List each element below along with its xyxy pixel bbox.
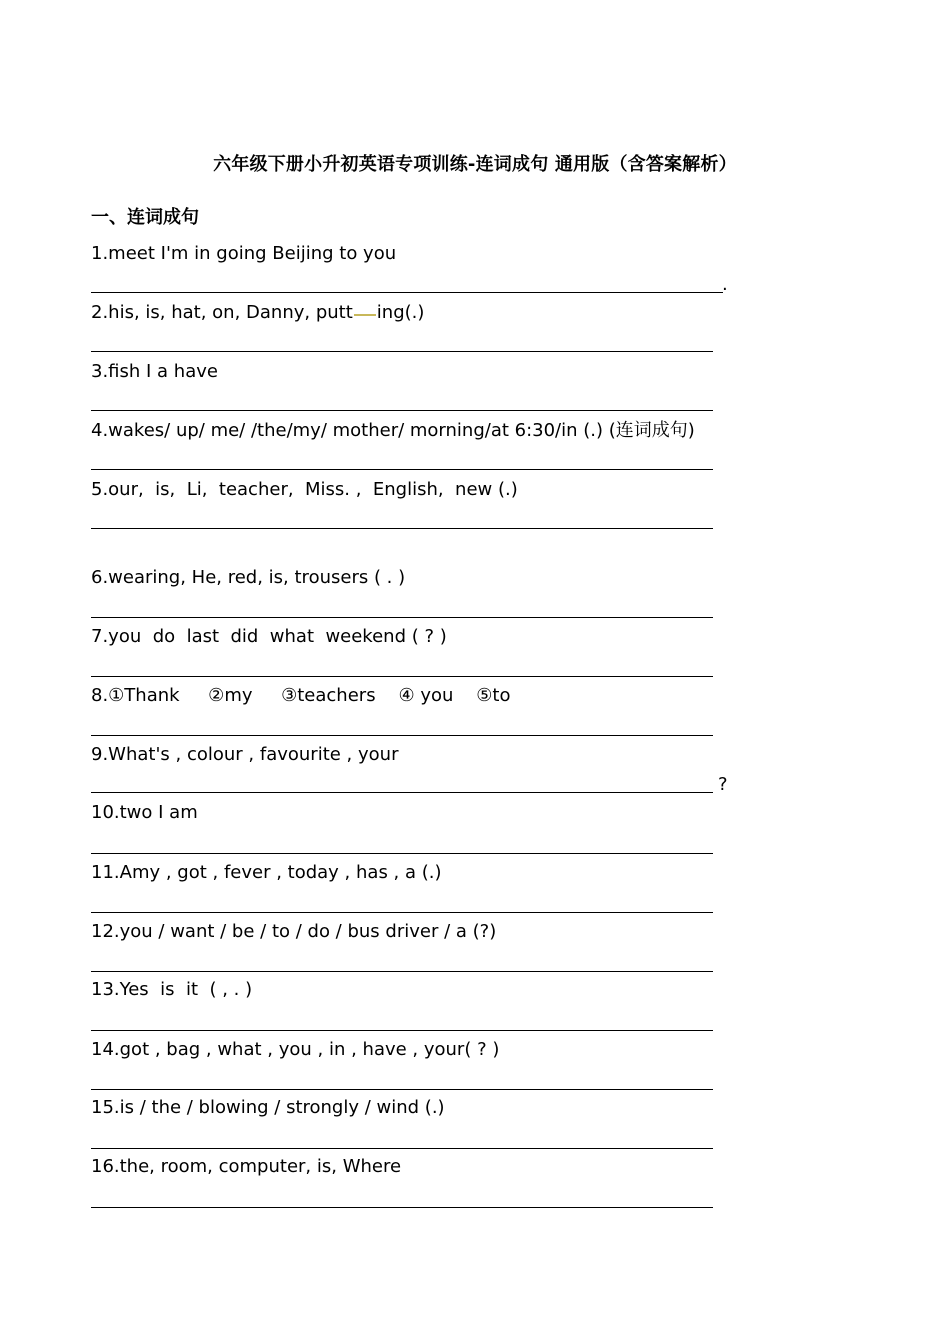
question-9: 9.What's , colour , favourite , your <box>91 744 399 765</box>
question-8: 8.①Thank ②my ③teachers ④ you ⑤to <box>91 685 511 706</box>
answer-line-4[interactable] <box>91 469 713 470</box>
answer-line-9-end: ? <box>718 774 728 795</box>
answer-line-6[interactable] <box>91 617 713 618</box>
answer-line-9[interactable] <box>91 792 713 793</box>
question-14: 14.got , bag , what , you , in , have , your( ? ) <box>91 1039 500 1060</box>
page-title: 六年级下册小升初英语专项训练-连词成句 通用版（含答案解析） <box>213 154 737 175</box>
answer-line-13[interactable] <box>91 1030 713 1031</box>
answer-line-8[interactable] <box>91 735 713 736</box>
question-2-part-b: ing(.) <box>376 302 425 323</box>
question-3: 3.fish I a have <box>91 361 218 382</box>
question-13: 13.Yes is it ( , . ) <box>91 979 253 1000</box>
answer-line-5[interactable] <box>91 528 713 529</box>
answer-line-11[interactable] <box>91 912 713 913</box>
answer-line-7[interactable] <box>91 676 713 677</box>
answer-line-10[interactable] <box>91 853 713 854</box>
question-2-part-a: 2.his, is, hat, on, Danny, putt <box>91 302 353 323</box>
highlight-mark <box>354 314 376 316</box>
section-heading: 一、连词成句 <box>91 207 199 228</box>
question-11: 11.Amy , got , fever , today , has , a (.) <box>91 862 442 883</box>
question-7: 7.you do last did what weekend ( ? ) <box>91 626 447 647</box>
answer-line-3[interactable] <box>91 410 713 411</box>
answer-line-2[interactable] <box>91 351 713 352</box>
question-16: 16.the, room, computer, is, Where <box>91 1156 402 1177</box>
question-6: 6.wearing, He, red, is, trousers ( . ) <box>91 567 406 588</box>
question-5: 5.our, is, Li, teacher, Miss. , English, new (.) <box>91 479 518 500</box>
question-4: 4.wakes/ up/ me/ /the/my/ mother/ morning/at 6:30/in (.) (连词成句) <box>91 420 695 441</box>
question-1: 1.meet I'm in going Beijing to you <box>91 243 397 264</box>
answer-line-14[interactable] <box>91 1089 713 1090</box>
answer-line-16[interactable] <box>91 1207 713 1208</box>
question-15: 15.is / the / blowing / strongly / wind (.) <box>91 1097 445 1118</box>
answer-line-1[interactable] <box>91 292 723 293</box>
answer-line-15[interactable] <box>91 1148 713 1149</box>
question-10: 10.two I am <box>91 802 198 823</box>
answer-line-1-end: . <box>722 274 728 295</box>
question-12: 12.you / want / be / to / do / bus driver / a (?) <box>91 921 497 942</box>
question-2 <box>91 301 424 325</box>
answer-line-12[interactable] <box>91 971 713 972</box>
